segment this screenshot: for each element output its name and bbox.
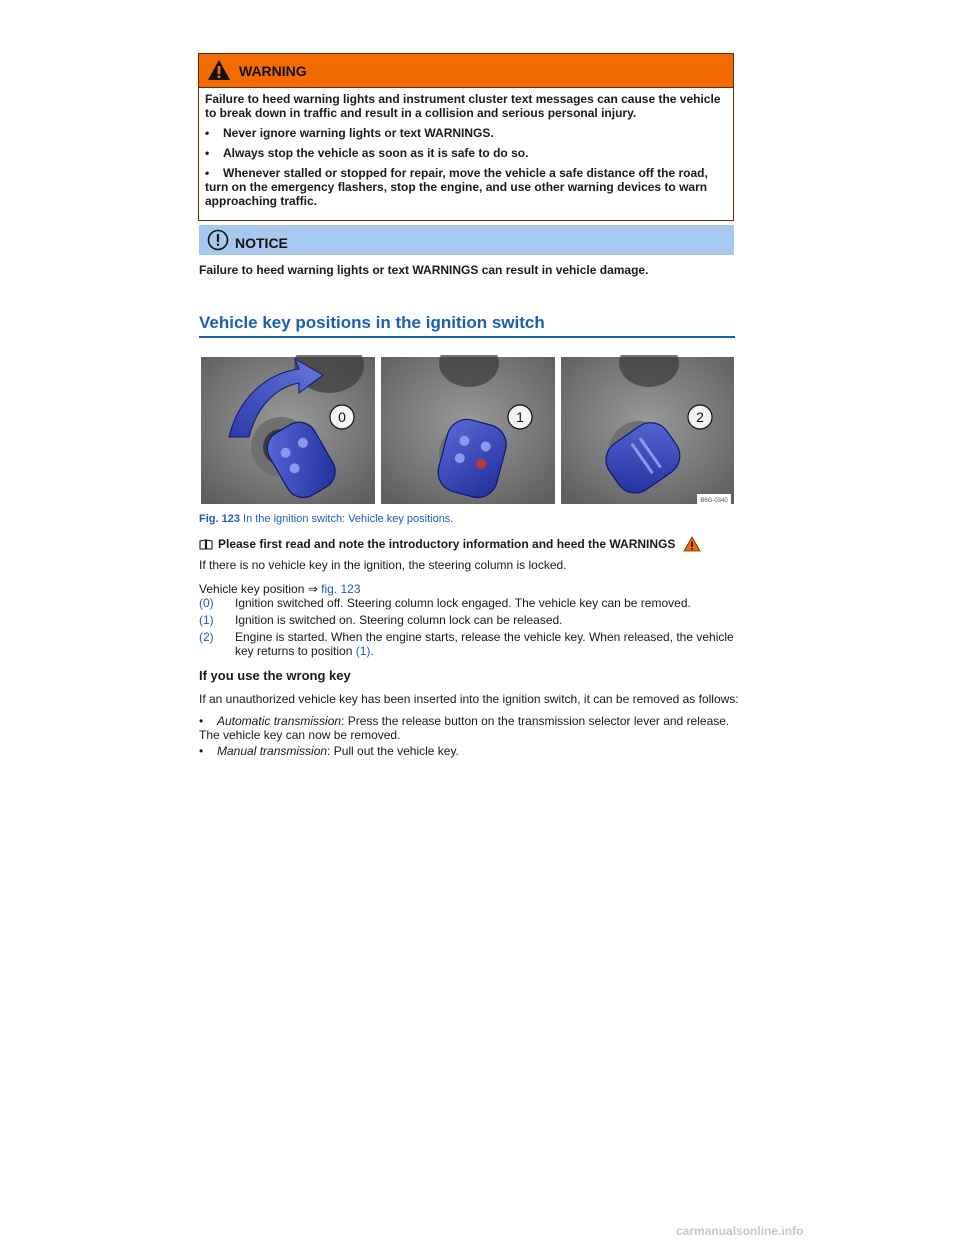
figure-caption-text: In the ignition switch: Vehicle key positions. xyxy=(239,513,454,525)
warning-header xyxy=(199,54,733,88)
figure-caption-number: Fig. 123 xyxy=(199,513,240,525)
warning-bullet-text: Never ignore warning lights or text WARNINGS. xyxy=(223,126,494,140)
wrong-key-intro: If an unauthorized vehicle key has been inserted into the ignition switch, it can be removed as follows: xyxy=(199,692,739,706)
ignition-figure xyxy=(199,355,736,506)
position-number: (2) xyxy=(199,630,214,644)
figure-panel-2 xyxy=(561,355,734,504)
warning-box xyxy=(198,53,734,221)
no-key-text: If there is no vehicle key in the ignition, the steering column is locked. xyxy=(199,558,567,572)
warning-bullet-text: Whenever stalled or stopped for repair, move the vehicle a safe distance off the road, turn on the emergency flashers, stop the engine, and use other warning devices to warn approaching traffic. xyxy=(205,166,708,208)
position-item xyxy=(199,613,739,627)
notice-header xyxy=(199,225,734,255)
key-position-line xyxy=(199,582,361,596)
warning-bullet xyxy=(205,146,727,160)
position-text xyxy=(235,630,739,658)
figure-caption xyxy=(199,513,453,525)
warning-triangle-icon xyxy=(683,536,701,552)
watermark: carmanualsonline.info xyxy=(676,1224,804,1238)
bullet-dot: • xyxy=(199,714,204,728)
position-text: Ignition is switched on. Steering column lock can be released. xyxy=(235,613,563,627)
bullet-dot: • xyxy=(205,146,210,160)
position-link[interactable]: (1) xyxy=(355,644,371,658)
key-position-label: Vehicle key position ⇒ xyxy=(199,582,322,596)
position-text-b: . xyxy=(370,644,374,658)
position-text-a: Engine is started. When the engine starts, release the vehicle key. When released, the vehicle key returns to position xyxy=(235,630,734,658)
wrong-key-heading: If you use the wrong key xyxy=(199,668,351,683)
position-item xyxy=(199,596,739,610)
warning-triangle-icon xyxy=(207,59,231,81)
position-number: (0) xyxy=(199,596,214,610)
warning-title: WARNING xyxy=(239,63,307,79)
position-label-2: 2 xyxy=(696,409,704,425)
figure-code: B6G-0340 xyxy=(700,498,728,504)
notice-title: NOTICE xyxy=(235,235,288,251)
position-number: (1) xyxy=(199,613,214,627)
figure-panel-0 xyxy=(201,355,375,504)
section-heading: Vehicle key positions in the ignition switch xyxy=(199,313,735,338)
wrong-key-text: : Press the release button on the transmission selector lever and release. The vehicle key can now be removed. xyxy=(199,714,730,742)
position-text: Ignition switched off. Steering column lock engaged. The vehicle key can be removed. xyxy=(235,596,691,610)
warning-bullet xyxy=(205,166,727,208)
book-icon xyxy=(199,539,213,550)
bullet-dot: • xyxy=(199,744,204,758)
position-label-1: 1 xyxy=(516,409,524,425)
read-first-text: Please first read and note the introductory information and heed the WARNINGS xyxy=(218,537,676,551)
figure-panel-1 xyxy=(381,355,555,504)
warning-bullet-text: Always stop the vehicle as soon as it is safe to do so. xyxy=(223,146,529,160)
warning-body xyxy=(199,88,733,220)
read-first-note xyxy=(199,536,701,552)
wrong-key-term: Manual transmission xyxy=(217,744,328,758)
wrong-key-item xyxy=(199,744,739,758)
wrong-key-text: : Pull out the vehicle key. xyxy=(327,744,459,758)
position-item xyxy=(199,630,739,658)
bullet-dot: • xyxy=(205,126,210,140)
ignition-figure-image xyxy=(199,355,736,506)
warning-intro: Failure to heed warning lights and instrument cluster text messages can cause the vehicle to break down in traffic and result in a collision and serious personal injury. xyxy=(205,92,721,120)
fig-link[interactable]: fig. 123 xyxy=(321,582,361,596)
bullet-dot: • xyxy=(205,166,210,180)
notice-text: Failure to heed warning lights or text WARNINGS can result in vehicle damage. xyxy=(199,263,649,277)
wrong-key-term: Automatic transmission xyxy=(217,714,342,728)
notice-exclamation-icon xyxy=(207,229,229,251)
wrong-key-item xyxy=(199,714,739,742)
warning-bullet xyxy=(205,126,727,140)
position-label-0: 0 xyxy=(338,409,346,425)
position-list xyxy=(199,596,739,661)
